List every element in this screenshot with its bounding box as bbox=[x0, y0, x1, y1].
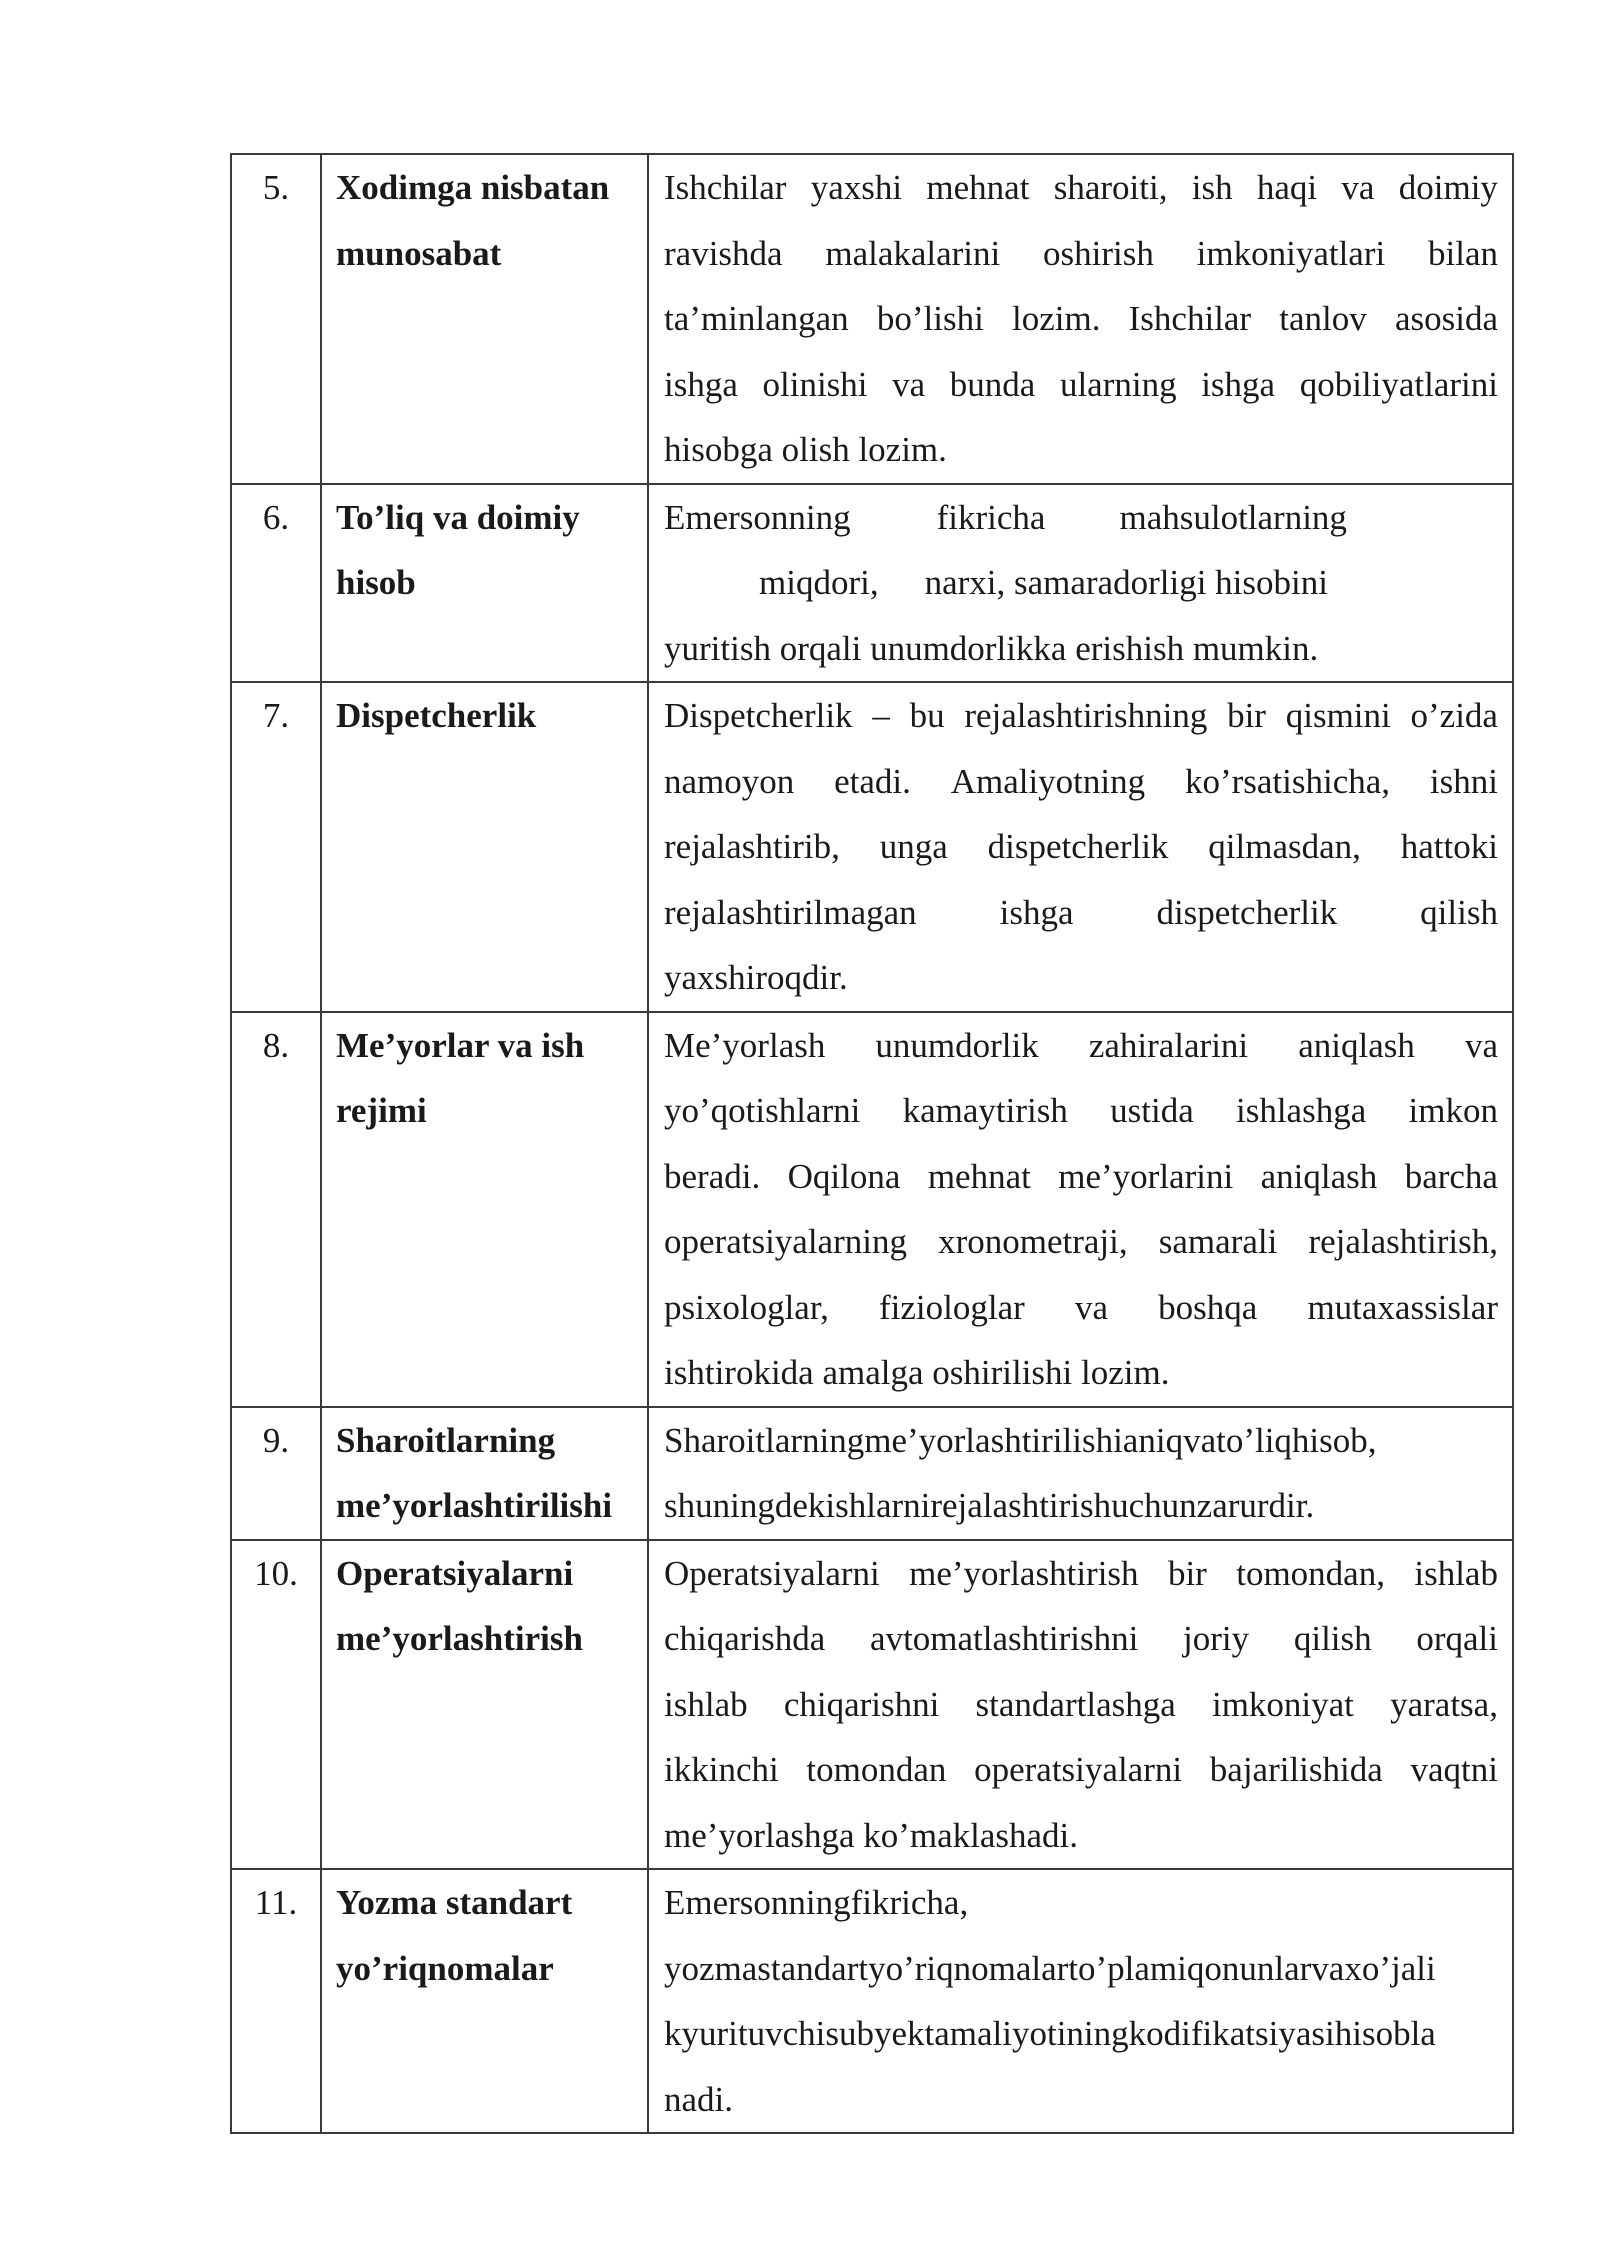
description-line: Ishchilar yaxshi mehnat sharoiti, ish haqi va doimiy bbox=[664, 168, 1498, 207]
description-line: yo’qotishlarni kamaytirish ustida ishlashga imkon bbox=[664, 1091, 1498, 1130]
description-line: Dispetcherlik – bu rejalashtirishning bir qismini o’zida bbox=[664, 696, 1498, 735]
term-line: To’liq va doimiy bbox=[336, 497, 580, 537]
table-row bbox=[231, 1869, 1513, 2133]
description-line: kyurituvchisubyektamaliyotiningkodifikatsiyasihisobla bbox=[664, 2014, 1436, 2053]
table-row bbox=[231, 1012, 1513, 1407]
row-term bbox=[321, 484, 648, 683]
description-line: chiqarishda avtomatlashtirishni joriy qilish orqali bbox=[664, 1619, 1498, 1658]
description-line: psixologlar, fiziologlar va boshqa mutaxassislar bbox=[664, 1287, 1498, 1327]
description-line: ikkinchi tomondan operatsiyalarni bajarilishida vaqtni bbox=[664, 1750, 1498, 1789]
row-number: 9. bbox=[231, 1407, 321, 1540]
description-line: hisobga olish lozim. bbox=[664, 430, 947, 469]
row-description bbox=[648, 1869, 1513, 2133]
row-term bbox=[321, 1407, 648, 1540]
description-line: Sharoitlarningme’yorlashtirilishianiqvato’liqhisob, bbox=[664, 1420, 1377, 1460]
table-row bbox=[231, 154, 1513, 484]
term-line: me’yorlashtirish bbox=[336, 1619, 583, 1658]
row-number: 11. bbox=[231, 1869, 321, 2133]
row-term bbox=[321, 682, 648, 1012]
row-number: 6. bbox=[231, 484, 321, 683]
description-line: yozmastandartyo’riqnomalarto’plamiqonunlarvaxo’jali bbox=[664, 1948, 1436, 1988]
table-row bbox=[231, 1540, 1513, 1870]
row-description bbox=[648, 484, 1513, 683]
row-description bbox=[648, 154, 1513, 484]
row-number: 10. bbox=[231, 1540, 321, 1870]
table-row bbox=[231, 484, 1513, 683]
row-description bbox=[648, 1012, 1513, 1407]
description-line: namoyon etadi. Amaliyotning ko’rsatishicha, ishni bbox=[664, 761, 1498, 801]
description-line: ishtirokida amalga oshirilishi lozim. bbox=[664, 1353, 1170, 1392]
row-number: 7. bbox=[231, 682, 321, 1012]
term-line: Yozma standart bbox=[336, 1883, 573, 1922]
description-line: ishga olinishi va bunda ularning ishga qobiliyatlarini bbox=[664, 364, 1498, 404]
description-line: yuritish orqali unumdorlikka erishish mumkin. bbox=[664, 628, 1319, 668]
term-line: yo’riqnomalar bbox=[336, 1948, 554, 1988]
description-line: rejalashtirilmagan ishga dispetcherlik qilish bbox=[664, 892, 1498, 932]
row-term bbox=[321, 1012, 648, 1407]
term-line: me’yorlashtirilishi bbox=[336, 1486, 613, 1525]
row-term bbox=[321, 154, 648, 484]
term-line: Sharoitlarning bbox=[336, 1420, 556, 1460]
description-line: ishlab chiqarishni standartlashga imkoniyat yaratsa, bbox=[664, 1684, 1498, 1724]
description-line: yaxshiroqdir. bbox=[664, 958, 848, 997]
description-line: operatsiyalarning xronometraji, samarali rejalashtirish, bbox=[664, 1222, 1498, 1261]
description-line: ravishda malakalarini oshirish imkoniyatlari bilan bbox=[664, 233, 1498, 273]
description-line: ta’minlangan bo’lishi lozim. Ishchilar tanlov asosida bbox=[664, 299, 1498, 338]
principles-table bbox=[230, 153, 1514, 2134]
table-row bbox=[231, 1407, 1513, 1540]
description-line: Operatsiyalarni me’yorlashtirish bir tomondan, ishlab bbox=[664, 1553, 1498, 1593]
description-line: beradi. Oqilona mehnat me’yorlarini aniqlash barcha bbox=[664, 1156, 1498, 1196]
term-line: Dispetcherlik bbox=[336, 696, 537, 735]
row-description bbox=[648, 682, 1513, 1012]
term-line: Me’yorlar va ish bbox=[336, 1025, 585, 1065]
description-line: Emersonningfikricha, bbox=[664, 1883, 969, 1922]
term-line: Operatsiyalarni bbox=[336, 1553, 574, 1593]
row-term bbox=[321, 1869, 648, 2133]
row-description bbox=[648, 1540, 1513, 1870]
description-line: shuningdekishlarnirejalashtirishuchunzarurdir. bbox=[664, 1486, 1315, 1525]
row-number: 5. bbox=[231, 154, 321, 484]
row-number: 8. bbox=[231, 1012, 321, 1407]
term-line: hisob bbox=[336, 563, 416, 602]
row-term bbox=[321, 1540, 648, 1870]
description-line: Me’yorlash unumdorlik zahiralarini aniqlash va bbox=[664, 1025, 1498, 1065]
row-description bbox=[648, 1407, 1513, 1540]
description-line: me’yorlashga ko’maklashadi. bbox=[664, 1815, 1079, 1855]
description-line: Emersonning fikricha mahsulotlarning bbox=[664, 497, 1347, 537]
term-line: rejimi bbox=[336, 1091, 427, 1130]
description-line: nadi. bbox=[664, 2079, 734, 2119]
term-line: munosabat bbox=[336, 233, 502, 273]
description-line: rejalashtirib, unga dispetcherlik qilmasdan, hattoki bbox=[664, 827, 1498, 866]
table-row bbox=[231, 682, 1513, 1012]
description-line: miqdori, narxi, samaradorligi hisobini bbox=[759, 563, 1328, 602]
term-line: Xodimga nisbatan bbox=[336, 168, 610, 207]
